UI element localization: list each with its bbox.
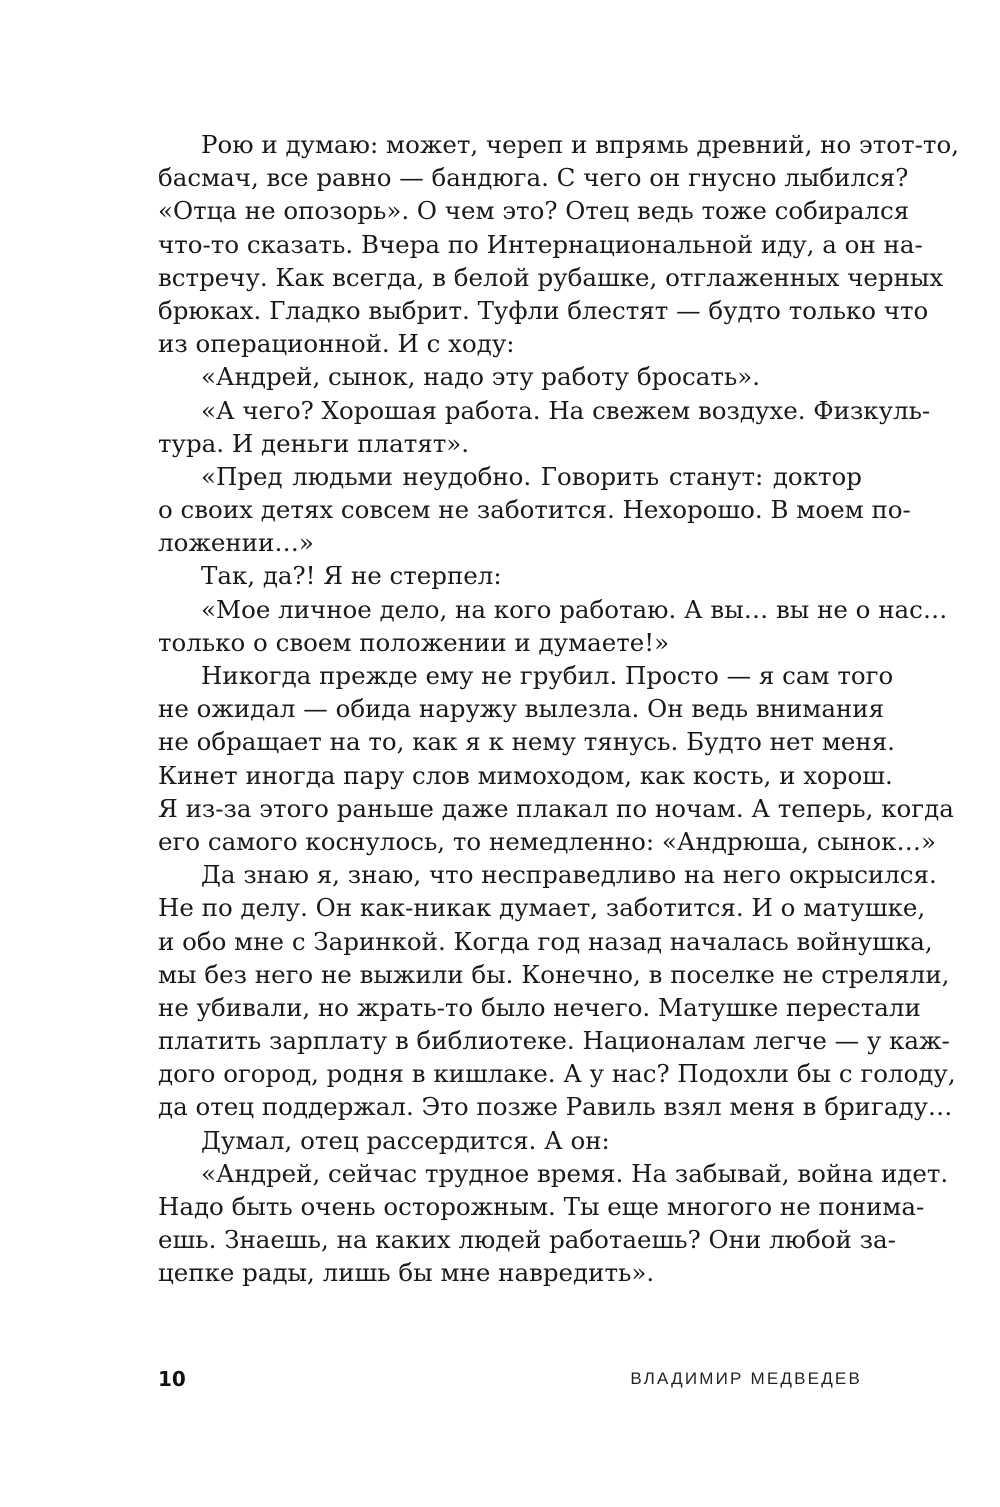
text-line: Так, да?! Я не стерпел:: [201, 561, 502, 591]
text-line: брюках. Гладко выбрит. Туфли блестят — будто только что: [158, 295, 929, 325]
running-title: ВЛАДИМИР МЕДВЕДЕВ: [630, 1369, 862, 1388]
text-line: платить зарплату в библиотеке. Националам легче — у каж-: [158, 1026, 950, 1056]
text-line: Да знаю я, знаю, что несправедливо на него окрысился.: [201, 860, 937, 890]
text-line: о своих детях совсем не заботится. Нехорошо. В моем по-: [158, 495, 911, 525]
page-footer: [158, 1364, 862, 1394]
text-line: «Пред людьми неудобно. Говорить станут: доктор: [201, 461, 862, 491]
text-line: его самого коснулось, то немедленно: «Андрюша, сынок…»: [158, 826, 936, 856]
text-line: басмач, все равно — бандюга. С чего он гнусно лыбился?: [158, 163, 909, 193]
text-line: мы без него не выжили бы. Конечно, в поселке не стреляли,: [158, 959, 950, 989]
text-line: Никогда прежде ему не грубил. Просто — я сам того: [201, 661, 894, 690]
text-line: «Андрей, сынок, надо эту работу бросать».: [201, 362, 761, 392]
text-line: Не по делу. Он как-никак думает, заботится. И о матушке,: [158, 893, 926, 923]
text-line: «А чего? Хорошая работа. На свежем воздухе. Физкуль-: [201, 395, 931, 425]
text-line: ложении…»: [158, 528, 314, 558]
text-line: Кинет иногда пару слов мимоходом, как кость, и хорош.: [158, 760, 893, 790]
text-line: ешь. Знаешь, на каких людей работаешь? Они любой за-: [158, 1225, 896, 1255]
text-line: тура. И деньги платят».: [158, 428, 470, 458]
text-line: Думал, отец рассердится. А он:: [201, 1125, 610, 1155]
text-line: не обращает на то, как я к нему тянусь. Будто нет меня.: [158, 727, 895, 757]
page-number: 10: [158, 1367, 186, 1391]
text-line: Я из-за этого раньше даже плакал по ночам. А теперь, когда: [158, 793, 954, 823]
text-line: Надо быть очень осторожным. Ты еще многого не понима-: [158, 1192, 925, 1221]
text-line: встречу. Как всегда, в белой рубашке, отглаженных черных: [158, 262, 944, 292]
text-line: что-то сказать. Вчера по Интернациональной иду, а он на-: [158, 229, 923, 259]
page-body: [158, 128, 959, 1290]
text-line: да отец поддержал. Это позже Равиль взял меня в бригаду…: [158, 1092, 953, 1122]
text-line: не убивали, но жрать-то было нечего. Матушке перестали: [158, 992, 921, 1022]
text-line: дого огород, родня в кишлаке. А у нас? Подохли бы с голоду,: [158, 1059, 956, 1089]
text-line: «Отца не опозорь». О чем это? Отец ведь тоже собирался: [158, 196, 910, 226]
text-line: только о своем положении и думаете!»: [158, 627, 670, 657]
text-line: «Мое личное дело, на кого работаю. А вы… вы не о нас…: [201, 594, 948, 624]
text-line: Рою и думаю: может, череп и впрямь древний, но этот-то,: [201, 130, 959, 159]
text-line: цепке рады, лишь бы мне навредить».: [158, 1258, 655, 1288]
text-line: и обо мне с Заринкой. Когда год назад началась войнушка,: [158, 926, 933, 956]
text-line: из операционной. И с ходу:: [158, 329, 515, 359]
text-line: не ожидал — обида наружу вылезла. Он ведь внимания: [158, 694, 885, 724]
text-line: «Андрей, сейчас трудное время. На забывай, война идет.: [201, 1158, 949, 1188]
